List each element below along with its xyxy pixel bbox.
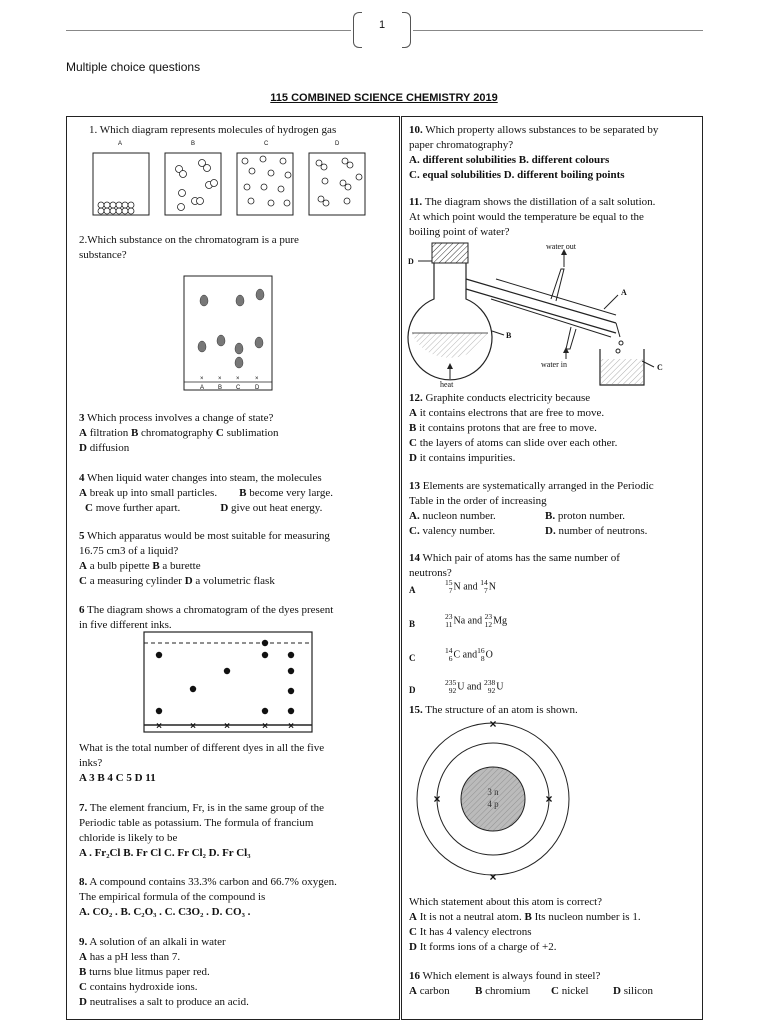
label-heat: heat [440,380,454,389]
question-15-options: Which statement about this atom is correct? A It is not a neutral atom. B Its nucleon number is 1. C It has 4 valency electrons D It forms ions of a charge of +2. [409,896,641,953]
nucleus-neutrons: 3 n [487,787,499,797]
label-b: B [506,331,512,340]
chromatogram-q6 [143,631,315,735]
q2-label-a: A [200,385,205,391]
svg-text:×: × [224,721,230,732]
svg-text:×: × [255,376,259,382]
label-c: C [657,363,663,372]
q2-label-d: D [255,385,260,391]
question-11: 11. The diagram shows the distillation of a salt solution. At which point would the temperature be equal to the boiling point of water? [409,196,656,238]
svg-text:×: × [545,792,553,806]
question-13: 13 Elements are systematically arranged in the Periodic Table in the order of increasing A. nucleon number. B. proton number. C. valency number. D. number of neutrons. [409,480,654,537]
question-6: 6 The diagram shows a chromatogram of the dyes present in five different inks. [79,604,334,631]
question-14: 14 Which pair of atoms has the same number of neutrons? [409,552,620,579]
chromatogram-q2 [183,275,275,393]
page-number [353,12,411,48]
q14-option-d: D [409,685,416,695]
bracket-right-icon [402,12,411,48]
q2-label-c: C [236,385,241,391]
svg-text:×: × [489,870,497,884]
q1-label-b: B [191,141,196,147]
svg-text:×: × [433,792,441,806]
page-number-text: 1 [378,19,386,31]
page-title: 115 COMBINED SCIENCE CHEMISTRY 2019 [270,92,498,104]
label-water-out: water out [546,242,576,251]
header-rule-right [413,30,703,31]
label-water-in: water in [541,360,567,369]
q14-option-b: B [409,619,416,629]
question-7: 7. The element francium, Fr, is in the same group of the Periodic table as potassium. The formula of francium chloride is likely to be A . Fr₂Cl B. Fr Cl C. Fr Cl₂ D. Fr Cl₃ [79,802,324,859]
left-column [66,116,400,1020]
label-a: A [621,288,627,297]
svg-text:×: × [236,376,240,382]
svg-text:×: × [288,721,294,732]
q14-option-c: C [409,653,416,663]
q1-label-d: D [335,141,340,147]
q2-label-b: B [218,385,223,391]
svg-text:×: × [156,721,162,732]
q14-option-a: A [409,585,416,595]
question-10: 10. Which property allows substances to be separated by paper chromatography? A. different solubilities B. different colours C. equal solubilities D. different boiling points [409,124,659,181]
question-8: 8. A compound contains 33.3% carbon and 66.7% oxygen. The empirical formula of the compound is A. CO₂ . B. C₂O₃ . C. C3O₂ . D. CO₃ . [79,876,337,918]
q1-label-a: A [118,141,123,147]
question-2: 2.Which substance on the chromatogram is a pure substance? [79,234,299,261]
question-15: 15. The structure of an atom is shown. [409,704,578,716]
label-d: D [408,257,414,266]
bracket-left-icon [353,12,362,48]
question-9: 9. A solution of an alkali in water A has a pH less than 7. B turns blue litmus paper red. C contains hydroxide ions. D neutralises a salt to produce an acid. [79,936,249,1008]
question-12: 12. Graphite conducts electricity because A it contains electrons that are free to move. B it contains protons that are free to move. C the layers of atoms can slide over each other. D it contains impurities. [409,392,618,464]
svg-text:×: × [190,721,196,732]
distillation-diagram [406,239,698,389]
section-heading: Multiple choice questions [66,60,201,74]
hydrogen-molecules-diagram [87,137,387,219]
nucleus-protons: 4 p [487,799,499,809]
svg-text:×: × [200,376,204,382]
question-6-prompt: What is the total number of different dyes in all the five inks? A 3 B 4 C 5 D 11 [79,742,325,784]
atom-structure-diagram [410,721,580,889]
question-16: 16 Which element is always found in steel? A carbon B chromium C nickel D silicon [409,970,654,997]
svg-text:×: × [218,376,222,382]
header-rule-left [66,30,351,31]
question-4: 4 When liquid water changes into steam, the molecules A break up into small particles. B become very large. C move further apart. D give out heat energy. [79,472,333,514]
question-1: 1. Which diagram represents molecules of hydrogen gas [89,124,337,136]
right-column: 10. Which property allows substances to be separated by paper chromatography? A. different solubilities B. different colours C. equal solubilities D. different boiling points 11. The diagram shows the distillation of a salt solution. At which point would the temperature be equal to the boiling point of water? water out water in heat A B C D 12. Graphite conducts electricity because A it contains electrons that are free to move. B it contains protons that are free to move. C the layers of atoms can slide over each other. D it contains impurities. 13 Elements are systematically arranged in the Periodic Table in the order of increasing A. nucleon number. B. proton number. C. valency number. D. number of neutrons. 14 Which pair of atoms has the same number of neutrons? A 15 7 N and 14 7 N B 23 11 Na and 23 12 Mg C 14 6 C and 16 8 O D 235 92 U and 238 92 U 15. The structure of an atom is shown. 3 n 4 p × × × × Which statement about this atom is correct? A It is not a neutral atom. B Its nucleon number is 1. C It has 4 valency electrons D It forms ions of a charge of +2. 16 Which element is always found in steel? A carbon B chromium C nickel D silicon [401,116,703,1020]
question-3: 3 Which process involves a change of state? A filtration B chromatography C sublimation D diffusion [79,412,279,454]
svg-text:×: × [262,721,268,732]
question-5: 5 Which apparatus would be most suitable for measuring 16.75 cm3 of a liquid? A a bulb pipette B a burette C a measuring cylinder D a volumetric flask [79,530,330,587]
svg-text:×: × [489,721,497,731]
q1-label-c: C [264,141,269,147]
